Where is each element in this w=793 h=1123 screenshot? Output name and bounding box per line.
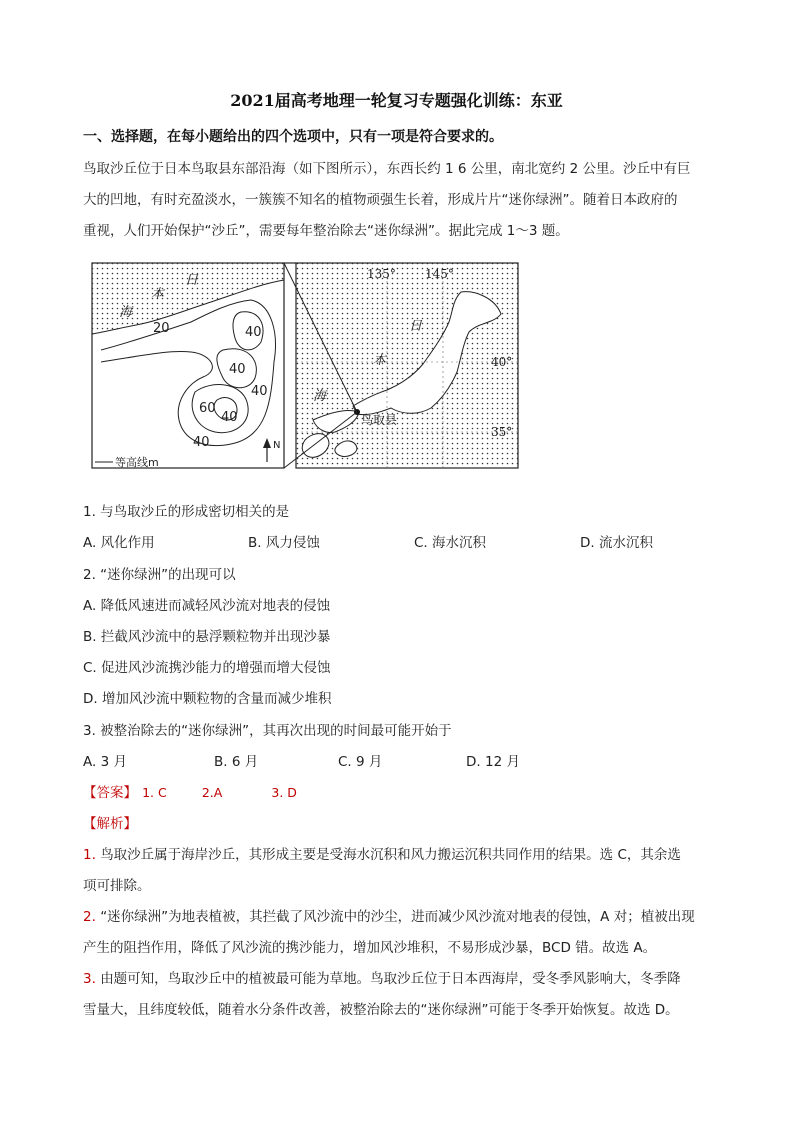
right-map-panel xyxy=(296,263,518,468)
q2-option-b[interactable]: B. 拦截风沙流中的悬浮颗粒物并出现沙暴 xyxy=(83,629,331,645)
map-figure xyxy=(91,262,521,470)
answer-label: 【答案】 xyxy=(83,785,137,801)
place-label-tottori: 鸟取县 xyxy=(361,413,398,427)
contour-label: 40 xyxy=(229,362,246,377)
answer-value: 3. D xyxy=(271,785,297,800)
intro-line-2: 大的凹地，有时充盈淡水，一簇簇不知名的植物顽强生长着，形成片片“迷你绿洲”。随着日本政府的 xyxy=(83,192,678,208)
intro-line-3: 重视，人们开始保护“沙丘”，需要每年整治除去“迷你绿洲”。据此完成 1～3 题。 xyxy=(83,223,569,239)
q2-option-a[interactable]: A. 降低风速进而减轻风沙流对地表的侵蚀 xyxy=(83,598,331,614)
q2-option-c[interactable]: C. 促进风沙流携沙能力的增强而增大侵蚀 xyxy=(83,660,331,676)
answer-value: 2.A xyxy=(201,785,223,800)
longitude-label: 145° xyxy=(425,267,454,281)
q2-option-d[interactable]: D. 增加风沙流中颗粒物的含量而减少堆积 xyxy=(83,691,332,707)
sea-label-ri: 日 xyxy=(185,273,199,288)
question-1-stem: 1. 与鸟取沙丘的形成密切相关的是 xyxy=(83,504,290,520)
legend-contour: 等高线m xyxy=(115,456,159,469)
contour-label: 40 xyxy=(221,410,238,425)
sea-label-hai: 海 xyxy=(119,305,133,320)
longitude-label: 135° xyxy=(367,267,396,281)
q3-option-b[interactable]: B. 6 月 xyxy=(214,754,259,770)
analysis-3-line-1: 3. 由题可知，鸟取沙丘中的植被最可能为草地。鸟取沙丘位于日本西海岸，受冬季风影响大，冬季降 xyxy=(83,971,681,987)
latitude-label: 35° xyxy=(491,425,513,439)
question-2-stem: 2. “迷你绿洲”的出现可以 xyxy=(83,567,236,583)
q3-option-c[interactable]: C. 9 月 xyxy=(338,754,383,770)
svg-text:N: N xyxy=(273,440,281,451)
contour-label: 40 xyxy=(193,435,210,450)
page-title: 2021届高考地理一轮复习专题强化训练：东亚 xyxy=(230,91,563,110)
sea-label-ben: 本 xyxy=(151,287,165,302)
analysis-1-line-1: 1. 鸟取沙丘属于海岸沙丘，其形成主要是受海水沉积和风力搬运沉积共同作用的结果。选 C，其余选 xyxy=(83,847,681,863)
answer-row xyxy=(83,781,297,801)
sea-label-ben: 本 xyxy=(373,353,387,368)
answer-value: 1. C xyxy=(142,785,167,800)
sea-label-ri: 日 xyxy=(409,319,423,334)
q1-option-c[interactable]: C. 海水沉积 xyxy=(414,535,487,551)
analysis-label: 【解析】 xyxy=(83,816,137,832)
analysis-3-line-2: 雪量大，且纬度较低，随着水分条件改善，被整治除去的“迷你绿洲”可能于冬季开始恢复。故选 D。 xyxy=(83,1002,679,1018)
q3-option-d[interactable]: D. 12 月 xyxy=(466,754,520,770)
q3-option-a[interactable]: A. 3 月 xyxy=(83,754,127,770)
contour-label: 40 xyxy=(251,384,268,399)
sea-label-hai: 海 xyxy=(313,389,327,404)
analysis-2-line-2: 产生的阻挡作用，降低了风沙流的携沙能力，增加风沙堆积，不易形成沙暴，BCD 错。故选 A。 xyxy=(83,940,657,956)
analysis-2-line-1: 2. “迷你绿洲”为地表植被，其拦截了风沙流中的沙尘，进而减少风沙流对地表的侵蚀，A 对；植被出现 xyxy=(83,909,695,925)
q1-option-a[interactable]: A. 风化作用 xyxy=(83,535,155,551)
q1-option-b[interactable]: B. 风力侵蚀 xyxy=(248,535,320,551)
section-heading: 一、选择题，在每小题给出的四个选项中，只有一项是符合要求的。 xyxy=(83,129,503,145)
contour-label: 60 xyxy=(199,401,216,416)
latitude-label: 40° xyxy=(491,355,513,369)
contour-label: 20 xyxy=(153,321,170,336)
analysis-1-line-2: 项可排除。 xyxy=(83,878,151,894)
contour-label: 40 xyxy=(245,325,262,340)
left-map-panel xyxy=(92,263,284,469)
intro-line-1: 鸟取沙丘位于日本鸟取县东部沿海（如下图所示），东西长约 1 6 公里，南北宽约 2 公里。沙丘中有巨 xyxy=(83,161,691,177)
question-3-stem: 3. 被整治除去的“迷你绿洲”，其再次出现的时间最可能开始于 xyxy=(83,723,452,739)
q1-option-d[interactable]: D. 流水沉积 xyxy=(580,535,653,551)
